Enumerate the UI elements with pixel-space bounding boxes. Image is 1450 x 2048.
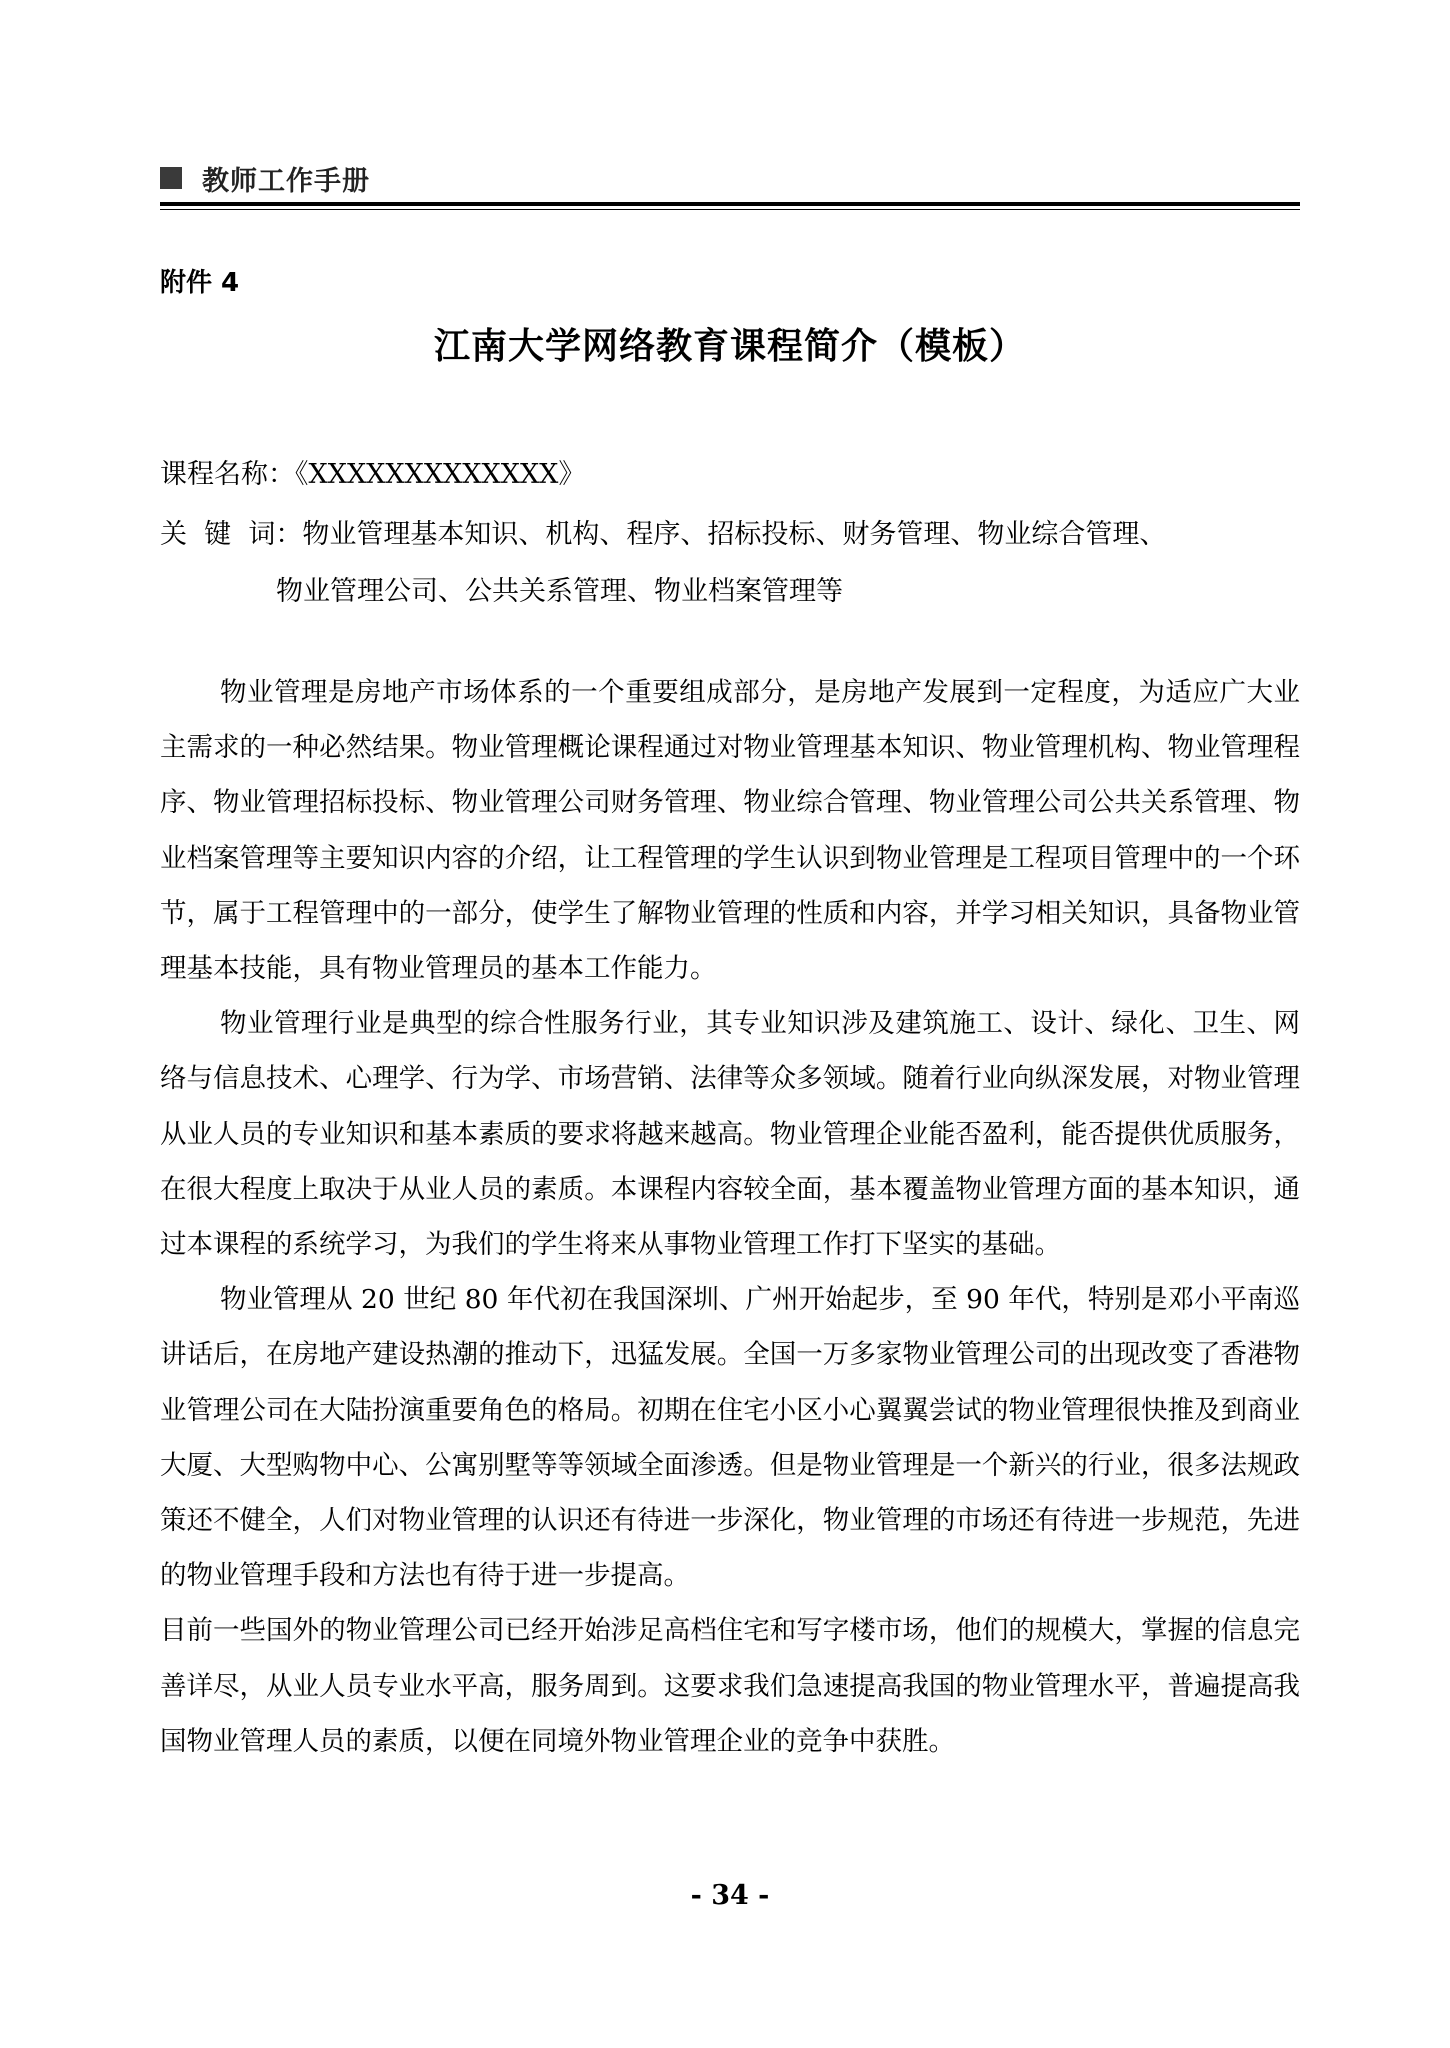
header-rule-thin [160,209,1300,210]
body-text [160,665,1300,1769]
course-name-line [160,455,585,495]
keywords-line-2 [276,572,843,612]
paragraph-4: 目前一些国外的物业管理公司已经开始涉足高档住宅和写字楼市场，他们的规模大，掌握的信息完善详尽，从业人员专业水平高，服务周到。这要求我们急速提高我国的物业管理水平，普遍提高我国物业管理人员的素质，以便在同境外物业管理企业的竞争中获胜。 [160,1615,1300,1757]
paragraph-2: 物业管理行业是典型的综合性服务行业，其专业知识涉及建筑施工、设计、绿化、卫生、网络与信息技术、心理学、行为学、市场营销、法律等众多领域。随着行业向纵深发展，对物业管理从业人员的专业知识和基本素质的要求将越来越高。物业管理企业能否盈利，能否提供优质服务，在很大程度上取决于从业人员的素质。本课程内容较全面，基本覆盖物业管理方面的基本知识，通过本课程的系统学习，为我们的学生将来从事物业管理工作打下坚实的基础。 [160,1008,1300,1261]
course-name-label: 课程名称： [160,459,295,490]
attachment-label: 附件 4 [160,268,240,298]
keywords-line-1 [160,515,1166,555]
header-title: 教师工作手册 [202,165,370,197]
header-square-icon [160,167,182,189]
running-header [160,160,1300,196]
header-rule-thick [160,202,1300,206]
course-name-value: 《XXXXXXXXXXXXX》 [295,459,586,490]
page-number: - 34 - [690,1880,770,1911]
keywords-text-2: 物业管理公司、公共关系管理、物业档案管理等 [276,576,843,607]
paragraph-3: 物业管理从 20 世纪 80 年代初在我国深圳、广州开始起步，至 90 年代，特别是邓小平南巡讲话后，在房地产建设热潮的推动下，迅猛发展。全国一万多家物业管理公司的出现改变了香港物业管理公司在大陆扮演重要角色的格局。初期在住宅小区小心翼翼尝试的物业管理很快推及到商业大厦、大型购物中心、公寓别墅等等领域全面渗透。但是物业管理是一个新兴的行业，很多法规政策还不健全，人们对物业管理的认识还有待进一步深化，物业管理的市场还有待进一步规范，先进的物业管理手段和方法也有待于进一步提高。 [160,1284,1300,1592]
paragraph-1: 物业管理是房地产市场体系的一个重要组成部分，是房地产发展到一定程度，为适应广大业主需求的一种必然结果。物业管理概论课程通过对物业管理基本知识、物业管理机构、物业管理程序、物业管理招标投标、物业管理公司财务管理、物业综合管理、物业管理公司公共关系管理、物业档案管理等主要知识内容的介绍，让工程管理的学生认识到物业管理是工程项目管理中的一个环节，属于工程管理中的一部分，使学生了解物业管理的性质和内容，并学习相关知识，具备物业管理基本技能，具有物业管理员的基本工作能力。 [160,677,1300,985]
keywords-text-1: 物业管理基本知识、机构、程序、招标投标、财务管理、物业综合管理、 [302,519,1167,550]
keywords-label: 关 键 词： [160,519,303,550]
document-title: 江南大学网络教育课程简介（模板） [433,326,1026,367]
